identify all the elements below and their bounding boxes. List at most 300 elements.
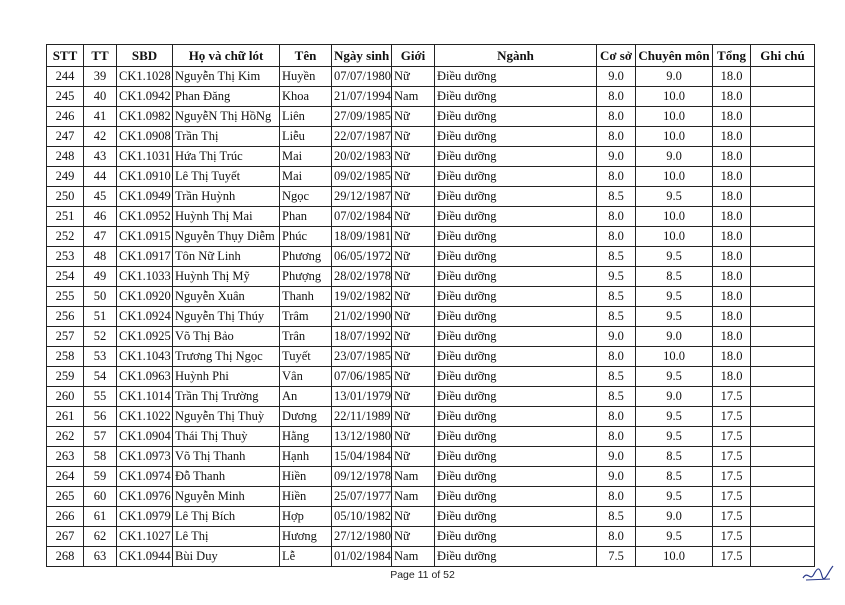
cell-tt: 63	[84, 547, 117, 567]
cell-stt: 247	[47, 127, 84, 147]
cell-gioi: Nữ	[392, 367, 435, 387]
cell-chuyen-mon: 9.0	[636, 67, 713, 87]
cell-co-so: 8.5	[597, 307, 636, 327]
cell-tt: 50	[84, 287, 117, 307]
table-row	[47, 87, 815, 107]
cell-tt: 48	[84, 247, 117, 267]
cell-co-so: 8.0	[597, 487, 636, 507]
cell-ho-va-chu-lot: Đỗ Thanh	[173, 467, 280, 487]
cell-ho-va-chu-lot: Phan Đăng	[173, 87, 280, 107]
cell-ho-va-chu-lot: Võ Thị Thanh	[173, 447, 280, 467]
column-header-chuyen-mon: Chuyên môn	[636, 45, 713, 67]
cell-chuyen-mon: 9.5	[636, 487, 713, 507]
cell-chuyen-mon: 10.0	[636, 127, 713, 147]
table-header-row	[47, 45, 815, 67]
cell-sbd: CK1.0925	[117, 327, 173, 347]
cell-tt: 42	[84, 127, 117, 147]
cell-ghi-chu	[751, 107, 815, 127]
table-row	[47, 547, 815, 567]
cell-gioi: Nữ	[392, 447, 435, 467]
cell-ho-va-chu-lot: Trần Huỳnh	[173, 187, 280, 207]
cell-gioi: Nữ	[392, 167, 435, 187]
cell-ten: Ngọc	[280, 187, 332, 207]
cell-gioi: Nữ	[392, 247, 435, 267]
cell-tong: 18.0	[713, 107, 751, 127]
cell-tt: 39	[84, 67, 117, 87]
cell-stt: 257	[47, 327, 84, 347]
cell-stt: 267	[47, 527, 84, 547]
cell-ngay-sinh: 18/09/1981	[332, 227, 392, 247]
cell-ten: Huyền	[280, 67, 332, 87]
cell-ho-va-chu-lot: Hứa Thị Trúc	[173, 147, 280, 167]
cell-stt: 245	[47, 87, 84, 107]
cell-chuyen-mon: 9.5	[636, 307, 713, 327]
cell-tt: 45	[84, 187, 117, 207]
cell-ngay-sinh: 06/05/1972	[332, 247, 392, 267]
cell-tt: 46	[84, 207, 117, 227]
cell-gioi: Nữ	[392, 207, 435, 227]
cell-tong: 17.5	[713, 447, 751, 467]
table-row	[47, 107, 815, 127]
cell-tong: 18.0	[713, 167, 751, 187]
table-row	[47, 527, 815, 547]
table-row	[47, 347, 815, 367]
cell-tt: 61	[84, 507, 117, 527]
cell-ngay-sinh: 05/10/1982	[332, 507, 392, 527]
cell-tong: 17.5	[713, 387, 751, 407]
cell-nganh: Điều dưỡng	[435, 347, 597, 367]
cell-gioi: Nữ	[392, 107, 435, 127]
cell-ten: An	[280, 387, 332, 407]
cell-ten: Hương	[280, 527, 332, 547]
cell-co-so: 8.0	[597, 407, 636, 427]
table-row	[47, 447, 815, 467]
cell-tt: 54	[84, 367, 117, 387]
cell-co-so: 8.0	[597, 347, 636, 367]
cell-tt: 60	[84, 487, 117, 507]
cell-gioi: Nữ	[392, 507, 435, 527]
cell-ten: Phúc	[280, 227, 332, 247]
cell-nganh: Điều dưỡng	[435, 367, 597, 387]
table-row	[47, 187, 815, 207]
cell-ten: Thanh	[280, 287, 332, 307]
cell-sbd: CK1.0973	[117, 447, 173, 467]
cell-ngay-sinh: 23/07/1985	[332, 347, 392, 367]
cell-stt: 265	[47, 487, 84, 507]
cell-ghi-chu	[751, 147, 815, 167]
cell-tt: 62	[84, 527, 117, 547]
cell-co-so: 8.0	[597, 107, 636, 127]
table-row	[47, 267, 815, 287]
cell-co-so: 8.5	[597, 507, 636, 527]
cell-ghi-chu	[751, 87, 815, 107]
cell-chuyen-mon: 10.0	[636, 87, 713, 107]
cell-ho-va-chu-lot: Nguyễn Thị Thuỳ	[173, 407, 280, 427]
cell-nganh: Điều dưỡng	[435, 247, 597, 267]
cell-co-so: 9.0	[597, 147, 636, 167]
cell-stt: 259	[47, 367, 84, 387]
cell-sbd: CK1.0982	[117, 107, 173, 127]
cell-tt: 51	[84, 307, 117, 327]
cell-chuyen-mon: 9.5	[636, 187, 713, 207]
cell-nganh: Điều dưỡng	[435, 387, 597, 407]
cell-ho-va-chu-lot: Nguyễn Thị Kim	[173, 67, 280, 87]
cell-sbd: CK1.0952	[117, 207, 173, 227]
cell-ten: Hiền	[280, 487, 332, 507]
page-number: Page 11 of 52	[390, 569, 455, 581]
cell-ho-va-chu-lot: NguyễN Thị HồNg	[173, 107, 280, 127]
cell-co-so: 8.5	[597, 387, 636, 407]
cell-tt: 49	[84, 267, 117, 287]
cell-ho-va-chu-lot: Nguyễn Thụy Diễm	[173, 227, 280, 247]
cell-ghi-chu	[751, 207, 815, 227]
cell-ten: Hằng	[280, 427, 332, 447]
cell-chuyen-mon: 9.0	[636, 507, 713, 527]
cell-stt: 258	[47, 347, 84, 367]
cell-tt: 41	[84, 107, 117, 127]
table-row	[47, 487, 815, 507]
handwritten-signature-icon	[800, 558, 836, 584]
cell-chuyen-mon: 9.0	[636, 327, 713, 347]
cell-ghi-chu	[751, 447, 815, 467]
cell-stt: 244	[47, 67, 84, 87]
cell-gioi: Nữ	[392, 227, 435, 247]
cell-sbd: CK1.0924	[117, 307, 173, 327]
cell-ghi-chu	[751, 507, 815, 527]
cell-ghi-chu	[751, 267, 815, 287]
column-header-ten: Tên	[280, 45, 332, 67]
cell-ten: Tuyết	[280, 347, 332, 367]
cell-ten: Liên	[280, 107, 332, 127]
cell-ten: Khoa	[280, 87, 332, 107]
cell-ngay-sinh: 07/07/1980	[332, 67, 392, 87]
cell-ngay-sinh: 09/02/1985	[332, 167, 392, 187]
cell-nganh: Điều dưỡng	[435, 67, 597, 87]
cell-chuyen-mon: 9.0	[636, 147, 713, 167]
cell-stt: 256	[47, 307, 84, 327]
table-row	[47, 507, 815, 527]
cell-ho-va-chu-lot: Nguyễn Thị Thúy	[173, 307, 280, 327]
cell-stt: 254	[47, 267, 84, 287]
cell-tt: 44	[84, 167, 117, 187]
cell-nganh: Điều dưỡng	[435, 187, 597, 207]
cell-co-so: 7.5	[597, 547, 636, 567]
cell-gioi: Nữ	[392, 67, 435, 87]
cell-stt: 263	[47, 447, 84, 467]
cell-gioi: Nữ	[392, 527, 435, 547]
table-row	[47, 247, 815, 267]
cell-gioi: Nam	[392, 467, 435, 487]
cell-ngay-sinh: 20/02/1983	[332, 147, 392, 167]
cell-nganh: Điều dưỡng	[435, 527, 597, 547]
cell-stt: 266	[47, 507, 84, 527]
table-row	[47, 367, 815, 387]
cell-chuyen-mon: 9.5	[636, 407, 713, 427]
cell-tong: 18.0	[713, 207, 751, 227]
cell-ghi-chu	[751, 487, 815, 507]
cell-co-so: 9.0	[597, 327, 636, 347]
cell-ngay-sinh: 15/04/1984	[332, 447, 392, 467]
cell-chuyen-mon: 10.0	[636, 547, 713, 567]
cell-ten: Trân	[280, 327, 332, 347]
cell-nganh: Điều dưỡng	[435, 487, 597, 507]
cell-nganh: Điều dưỡng	[435, 547, 597, 567]
cell-ghi-chu	[751, 67, 815, 87]
column-header-ho-va-chu-lot: Họ và chữ lót	[173, 45, 280, 67]
table-row	[47, 207, 815, 227]
column-header-stt: STT	[47, 45, 84, 67]
cell-nganh: Điều dưỡng	[435, 87, 597, 107]
cell-tong: 18.0	[713, 87, 751, 107]
cell-nganh: Điều dưỡng	[435, 207, 597, 227]
cell-nganh: Điều dưỡng	[435, 127, 597, 147]
cell-co-so: 8.0	[597, 127, 636, 147]
cell-stt: 262	[47, 427, 84, 447]
cell-ho-va-chu-lot: Lê Thị	[173, 527, 280, 547]
cell-ngay-sinh: 27/12/1980	[332, 527, 392, 547]
cell-ghi-chu	[751, 307, 815, 327]
cell-co-so: 8.5	[597, 187, 636, 207]
column-header-ghi-chu: Ghi chú	[751, 45, 815, 67]
cell-ten: Phan	[280, 207, 332, 227]
cell-tong: 18.0	[713, 307, 751, 327]
cell-sbd: CK1.0904	[117, 427, 173, 447]
cell-co-so: 8.0	[597, 167, 636, 187]
cell-ngay-sinh: 22/11/1989	[332, 407, 392, 427]
cell-ngay-sinh: 19/02/1982	[332, 287, 392, 307]
cell-co-so: 9.0	[597, 467, 636, 487]
cell-gioi: Nữ	[392, 327, 435, 347]
table-row	[47, 407, 815, 427]
cell-sbd: CK1.1028	[117, 67, 173, 87]
cell-ho-va-chu-lot: Huỳnh Thị Mai	[173, 207, 280, 227]
cell-ghi-chu	[751, 407, 815, 427]
cell-tt: 43	[84, 147, 117, 167]
cell-tong: 18.0	[713, 367, 751, 387]
cell-sbd: CK1.1033	[117, 267, 173, 287]
cell-stt: 261	[47, 407, 84, 427]
cell-stt: 249	[47, 167, 84, 187]
cell-co-so: 8.0	[597, 527, 636, 547]
cell-ngay-sinh: 28/02/1978	[332, 267, 392, 287]
cell-sbd: CK1.1031	[117, 147, 173, 167]
cell-ten: Hợp	[280, 507, 332, 527]
cell-ten: Mai	[280, 147, 332, 167]
cell-sbd: CK1.0979	[117, 507, 173, 527]
cell-tt: 58	[84, 447, 117, 467]
cell-nganh: Điều dưỡng	[435, 287, 597, 307]
cell-ten: Hiền	[280, 467, 332, 487]
cell-tong: 18.0	[713, 187, 751, 207]
cell-gioi: Nữ	[392, 427, 435, 447]
cell-sbd: CK1.0944	[117, 547, 173, 567]
table-row	[47, 127, 815, 147]
cell-ten: Hạnh	[280, 447, 332, 467]
table-row	[47, 307, 815, 327]
cell-tong: 18.0	[713, 287, 751, 307]
cell-stt: 264	[47, 467, 84, 487]
cell-ngay-sinh: 09/12/1978	[332, 467, 392, 487]
column-header-nganh: Ngành	[435, 45, 597, 67]
cell-co-so: 8.0	[597, 227, 636, 247]
cell-ngay-sinh: 21/07/1994	[332, 87, 392, 107]
column-header-sbd: SBD	[117, 45, 173, 67]
cell-tong: 17.5	[713, 507, 751, 527]
cell-ho-va-chu-lot: Bùi Duy	[173, 547, 280, 567]
cell-ghi-chu	[751, 327, 815, 347]
cell-stt: 250	[47, 187, 84, 207]
cell-ten: Vân	[280, 367, 332, 387]
cell-gioi: Nữ	[392, 407, 435, 427]
cell-sbd: CK1.0920	[117, 287, 173, 307]
cell-nganh: Điều dưỡng	[435, 227, 597, 247]
cell-ten: Liễu	[280, 127, 332, 147]
cell-ghi-chu	[751, 187, 815, 207]
cell-chuyen-mon: 8.5	[636, 267, 713, 287]
cell-chuyen-mon: 9.5	[636, 527, 713, 547]
column-header-co-so: Cơ sở	[597, 45, 636, 67]
cell-tong: 18.0	[713, 327, 751, 347]
cell-ghi-chu	[751, 387, 815, 407]
cell-tong: 18.0	[713, 67, 751, 87]
cell-chuyen-mon: 9.0	[636, 387, 713, 407]
column-header-ngay-sinh: Ngày sinh	[332, 45, 392, 67]
cell-ngay-sinh: 18/07/1992	[332, 327, 392, 347]
table-row	[47, 67, 815, 87]
cell-tong: 18.0	[713, 347, 751, 367]
cell-tt: 59	[84, 467, 117, 487]
cell-ghi-chu	[751, 367, 815, 387]
cell-sbd: CK1.0908	[117, 127, 173, 147]
table-row	[47, 427, 815, 447]
cell-ho-va-chu-lot: Trần Thị Trường	[173, 387, 280, 407]
cell-co-so: 8.0	[597, 427, 636, 447]
cell-stt: 253	[47, 247, 84, 267]
cell-nganh: Điều dưỡng	[435, 447, 597, 467]
cell-sbd: CK1.1022	[117, 407, 173, 427]
cell-co-so: 8.5	[597, 367, 636, 387]
cell-sbd: CK1.0942	[117, 87, 173, 107]
cell-nganh: Điều dưỡng	[435, 267, 597, 287]
cell-ten: Lễ	[280, 547, 332, 567]
cell-gioi: Nữ	[392, 187, 435, 207]
cell-ghi-chu	[751, 127, 815, 147]
cell-ho-va-chu-lot: Trương Thị Ngọc	[173, 347, 280, 367]
cell-ghi-chu	[751, 287, 815, 307]
cell-sbd: CK1.0949	[117, 187, 173, 207]
cell-tt: 53	[84, 347, 117, 367]
cell-chuyen-mon: 8.5	[636, 447, 713, 467]
cell-ghi-chu	[751, 347, 815, 367]
cell-ten: Mai	[280, 167, 332, 187]
cell-tong: 17.5	[713, 547, 751, 567]
cell-ho-va-chu-lot: Nguyễn Minh	[173, 487, 280, 507]
cell-chuyen-mon: 10.0	[636, 207, 713, 227]
cell-tong: 18.0	[713, 127, 751, 147]
cell-co-so: 9.0	[597, 67, 636, 87]
cell-sbd: CK1.1027	[117, 527, 173, 547]
cell-sbd: CK1.1014	[117, 387, 173, 407]
cell-nganh: Điều dưỡng	[435, 327, 597, 347]
cell-chuyen-mon: 9.5	[636, 367, 713, 387]
cell-chuyen-mon: 10.0	[636, 227, 713, 247]
cell-ghi-chu	[751, 247, 815, 267]
cell-co-so: 8.0	[597, 87, 636, 107]
cell-gioi: Nữ	[392, 267, 435, 287]
cell-tong: 17.5	[713, 487, 751, 507]
cell-gioi: Nữ	[392, 387, 435, 407]
cell-gioi: Nữ	[392, 287, 435, 307]
cell-ho-va-chu-lot: Nguyễn Xuân	[173, 287, 280, 307]
cell-chuyen-mon: 8.5	[636, 467, 713, 487]
table-row	[47, 147, 815, 167]
cell-stt: 268	[47, 547, 84, 567]
cell-ngay-sinh: 13/12/1980	[332, 427, 392, 447]
cell-stt: 260	[47, 387, 84, 407]
cell-ten: Phương	[280, 247, 332, 267]
cell-gioi: Nữ	[392, 347, 435, 367]
cell-ten: Phượng	[280, 267, 332, 287]
cell-sbd: CK1.0976	[117, 487, 173, 507]
cell-nganh: Điều dưỡng	[435, 407, 597, 427]
cell-co-so: 8.5	[597, 247, 636, 267]
cell-chuyen-mon: 9.5	[636, 247, 713, 267]
cell-ho-va-chu-lot: Lê Thị Tuyết	[173, 167, 280, 187]
cell-gioi: Nam	[392, 547, 435, 567]
cell-ho-va-chu-lot: Huỳnh Phi	[173, 367, 280, 387]
cell-tt: 47	[84, 227, 117, 247]
cell-ghi-chu	[751, 467, 815, 487]
cell-ho-va-chu-lot: Lê Thị Bích	[173, 507, 280, 527]
table-row	[47, 287, 815, 307]
table-row	[47, 467, 815, 487]
cell-ghi-chu	[751, 427, 815, 447]
cell-chuyen-mon: 9.5	[636, 287, 713, 307]
cell-ten: Dương	[280, 407, 332, 427]
cell-stt: 252	[47, 227, 84, 247]
cell-ho-va-chu-lot: Huỳnh Thị Mỹ	[173, 267, 280, 287]
cell-ten: Trâm	[280, 307, 332, 327]
cell-ngay-sinh: 29/12/1987	[332, 187, 392, 207]
cell-tong: 17.5	[713, 407, 751, 427]
cell-chuyen-mon: 10.0	[636, 167, 713, 187]
cell-ho-va-chu-lot: Trần Thị	[173, 127, 280, 147]
cell-ngay-sinh: 27/09/1985	[332, 107, 392, 127]
cell-ho-va-chu-lot: Thái Thị Thuỳ	[173, 427, 280, 447]
cell-tt: 57	[84, 427, 117, 447]
column-header-tong: Tổng	[713, 45, 751, 67]
cell-nganh: Điều dưỡng	[435, 107, 597, 127]
column-header-tt: TT	[84, 45, 117, 67]
cell-nganh: Điều dưỡng	[435, 307, 597, 327]
cell-nganh: Điều dưỡng	[435, 147, 597, 167]
cell-tong: 17.5	[713, 467, 751, 487]
cell-nganh: Điều dưỡng	[435, 427, 597, 447]
cell-tt: 55	[84, 387, 117, 407]
cell-stt: 248	[47, 147, 84, 167]
cell-sbd: CK1.0963	[117, 367, 173, 387]
cell-tong: 17.5	[713, 427, 751, 447]
cell-co-so: 8.0	[597, 207, 636, 227]
cell-ghi-chu	[751, 227, 815, 247]
table-row	[47, 327, 815, 347]
cell-chuyen-mon: 9.5	[636, 427, 713, 447]
cell-ngay-sinh: 07/06/1985	[332, 367, 392, 387]
cell-tong: 18.0	[713, 247, 751, 267]
cell-gioi: Nữ	[392, 307, 435, 327]
results-table	[46, 44, 815, 567]
cell-sbd: CK1.0974	[117, 467, 173, 487]
